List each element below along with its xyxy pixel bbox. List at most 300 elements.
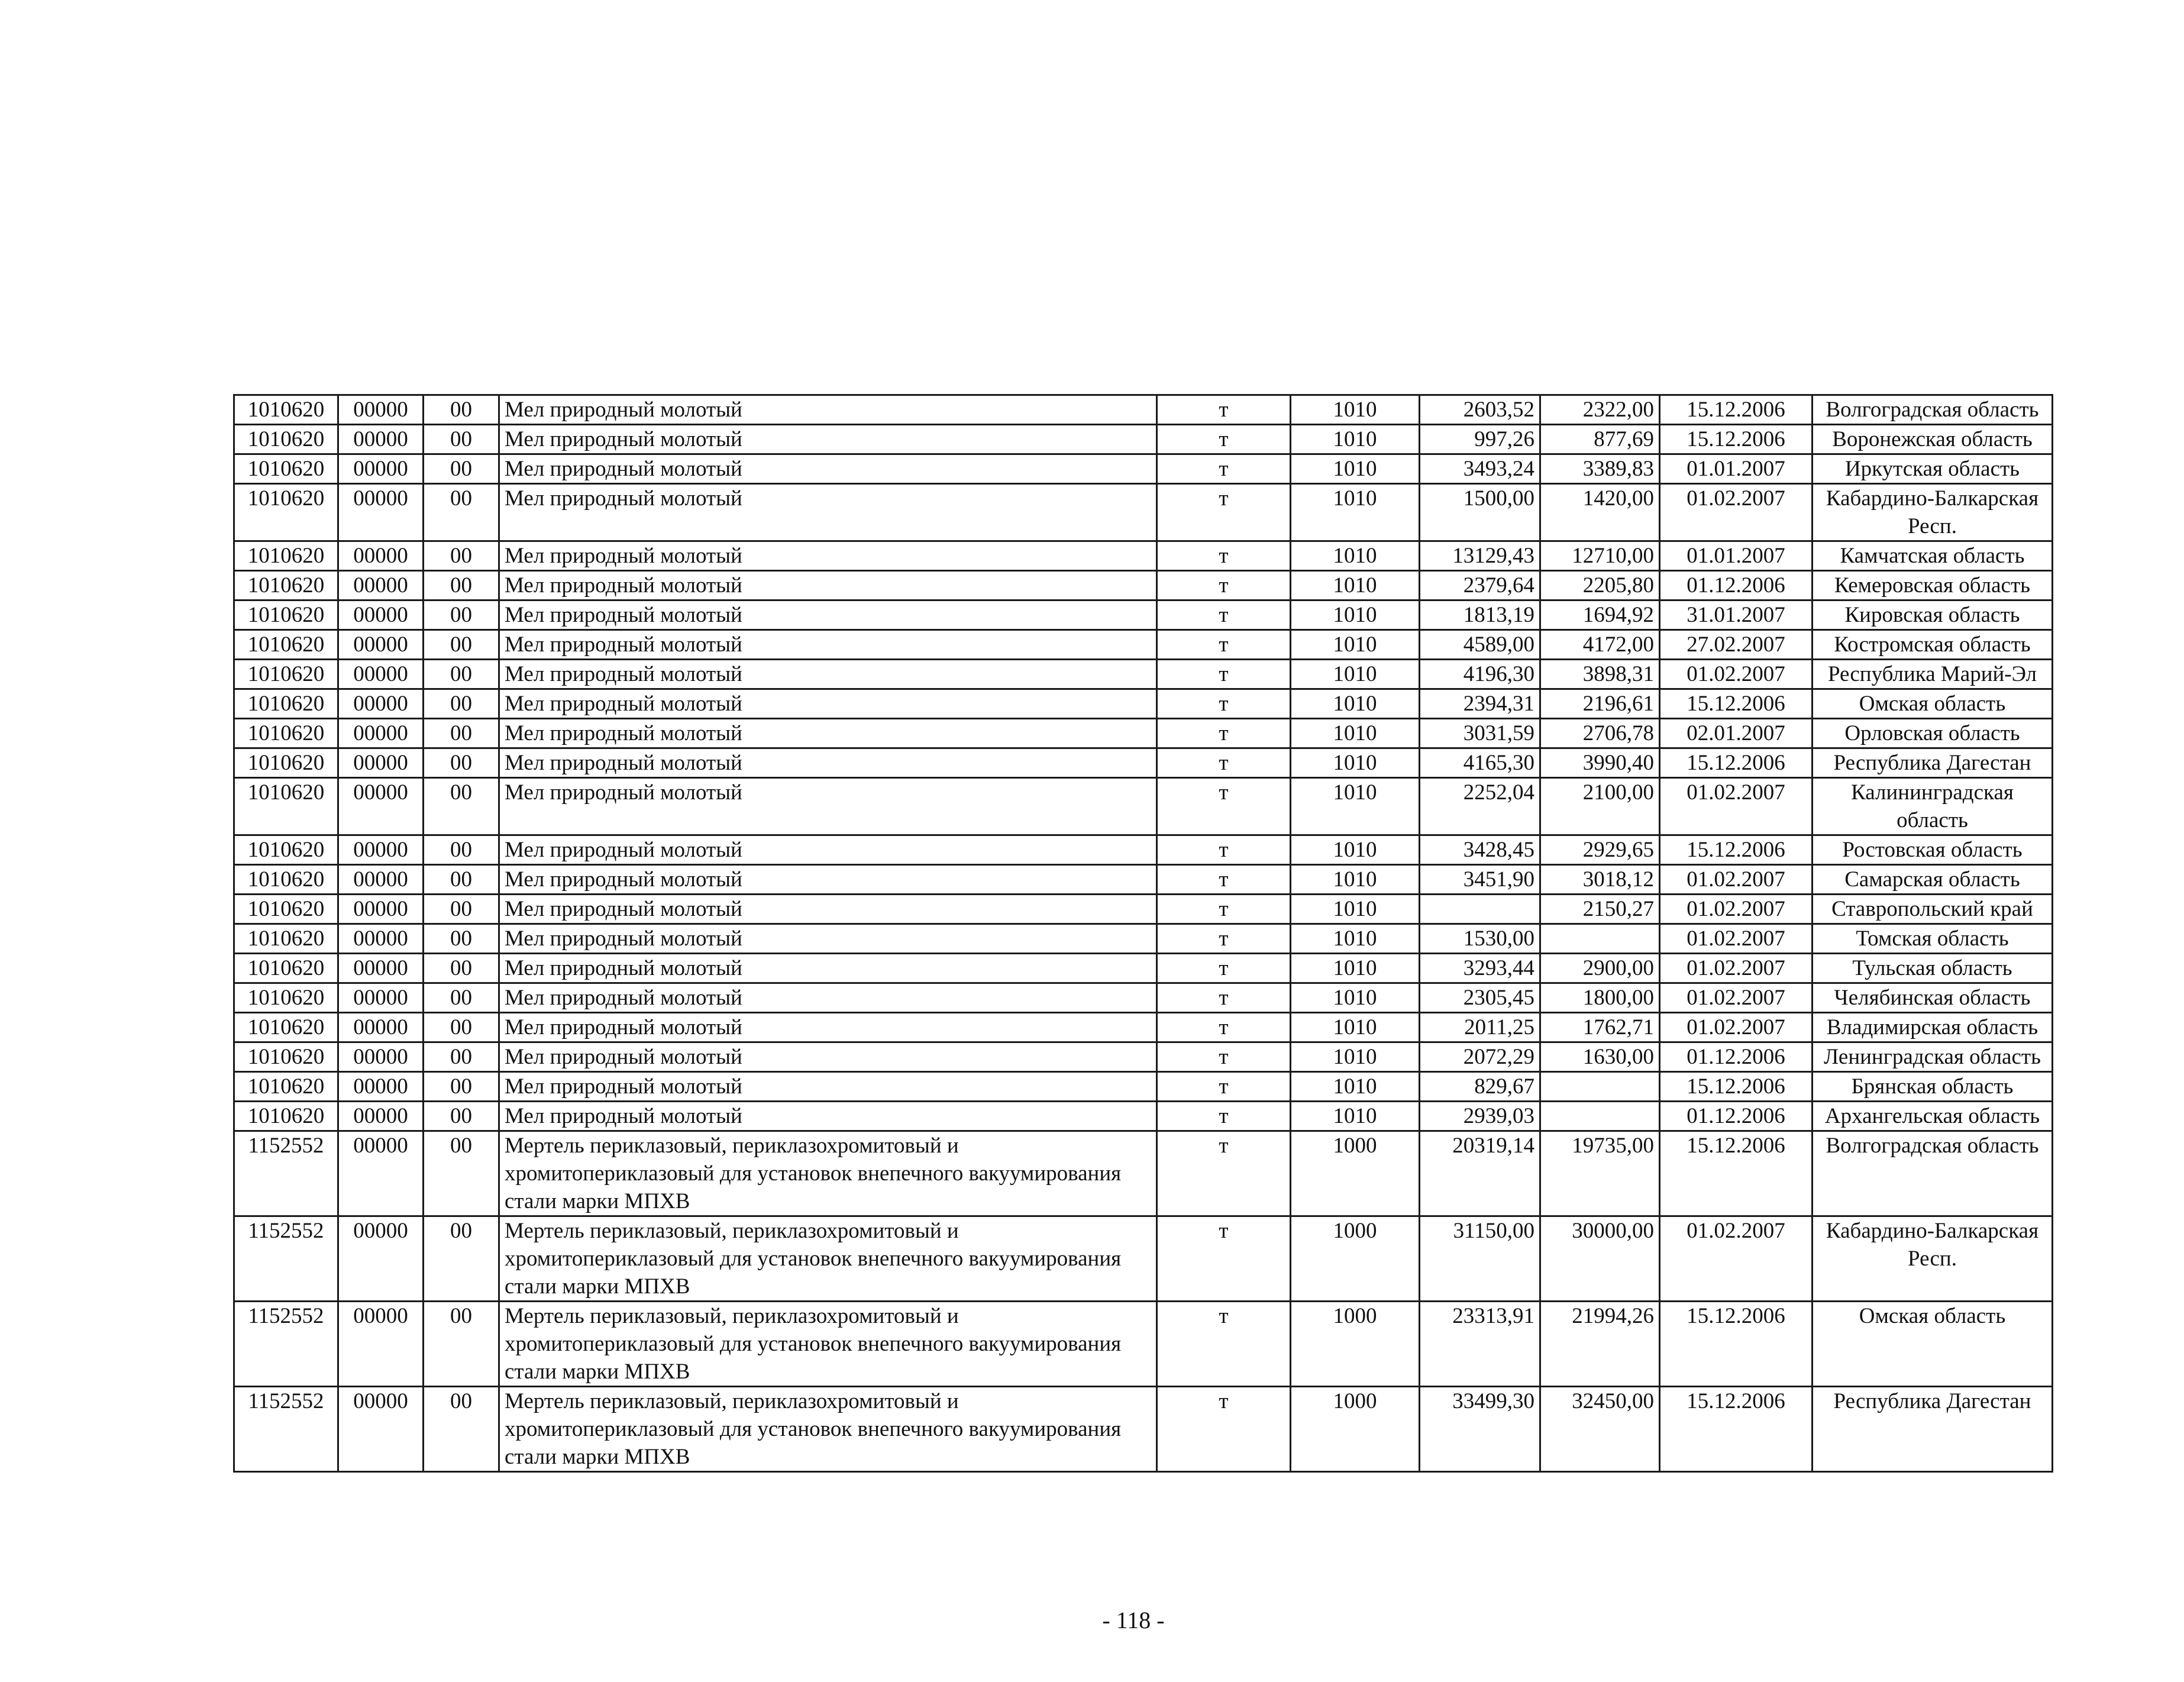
price-1-cell: 23313,91 <box>1420 1302 1540 1387</box>
region-cell: Кемеровская область <box>1813 571 2053 601</box>
date-cell: 01.02.2007 <box>1660 983 1813 1013</box>
price-1-cell: 3493,24 <box>1420 454 1540 484</box>
unit-cell: т <box>1157 601 1291 630</box>
table-row <box>234 689 2053 719</box>
product-code-cell: 1010620 <box>234 601 338 630</box>
date-cell: 01.02.2007 <box>1660 484 1813 541</box>
norm-code-cell: 1000 <box>1291 1302 1420 1387</box>
price-1-cell: 1813,19 <box>1420 601 1540 630</box>
price-1-cell: 3293,44 <box>1420 954 1540 983</box>
table-row <box>234 895 2053 924</box>
product-name-cell: Мел природный молотый <box>499 778 1157 835</box>
norm-code-cell: 1000 <box>1291 1216 1420 1302</box>
subcode-cell: 00000 <box>338 835 424 865</box>
price-2-cell: 1630,00 <box>1540 1042 1660 1072</box>
unit-cell: т <box>1157 1302 1291 1387</box>
unit-cell: т <box>1157 1216 1291 1302</box>
index-cell: 00 <box>424 660 499 689</box>
product-name-cell: Мел природный молотый <box>499 630 1157 660</box>
norm-code-cell: 1010 <box>1291 719 1420 748</box>
product-code-cell: 1010620 <box>234 924 338 954</box>
date-cell: 15.12.2006 <box>1660 1131 1813 1216</box>
product-code-cell: 1010620 <box>234 630 338 660</box>
unit-cell: т <box>1157 1387 1291 1472</box>
product-code-cell: 1010620 <box>234 541 338 571</box>
norm-code-cell: 1010 <box>1291 865 1420 895</box>
table-row <box>234 1072 2053 1102</box>
region-cell: Омская область <box>1813 1302 2053 1387</box>
unit-cell: т <box>1157 1102 1291 1131</box>
price-1-cell: 2603,52 <box>1420 395 1540 425</box>
product-name-cell: Мертель периклазовый, периклазохромитовый и хромитопериклазовый для установок внепечного вакуумирования стали марки МПХВ <box>499 1216 1157 1302</box>
subcode-cell: 00000 <box>338 954 424 983</box>
product-code-cell: 1010620 <box>234 835 338 865</box>
subcode-cell: 00000 <box>338 778 424 835</box>
index-cell: 00 <box>424 571 499 601</box>
region-cell: Владимирская область <box>1813 1013 2053 1042</box>
table-row <box>234 748 2053 778</box>
price-1-cell: 3031,59 <box>1420 719 1540 748</box>
date-cell: 01.02.2007 <box>1660 660 1813 689</box>
date-cell: 01.12.2006 <box>1660 1102 1813 1131</box>
price-1-cell: 2394,31 <box>1420 689 1540 719</box>
subcode-cell: 00000 <box>338 1013 424 1042</box>
table-row <box>234 630 2053 660</box>
index-cell: 00 <box>424 689 499 719</box>
table-row <box>234 719 2053 748</box>
price-2-cell: 4172,00 <box>1540 630 1660 660</box>
product-code-cell: 1152552 <box>234 1302 338 1387</box>
norm-code-cell: 1000 <box>1291 1131 1420 1216</box>
subcode-cell: 00000 <box>338 395 424 425</box>
price-2-cell <box>1540 1072 1660 1102</box>
table-row <box>234 924 2053 954</box>
index-cell: 00 <box>424 601 499 630</box>
price-2-cell <box>1540 924 1660 954</box>
price-2-cell: 12710,00 <box>1540 541 1660 571</box>
norm-code-cell: 1010 <box>1291 660 1420 689</box>
product-name-cell: Мел природный молотый <box>499 954 1157 983</box>
price-2-cell: 3018,12 <box>1540 865 1660 895</box>
table-row <box>234 1042 2053 1072</box>
product-code-cell: 1010620 <box>234 865 338 895</box>
table-row <box>234 454 2053 484</box>
subcode-cell: 00000 <box>338 983 424 1013</box>
unit-cell: т <box>1157 983 1291 1013</box>
price-1-cell: 20319,14 <box>1420 1131 1540 1216</box>
product-code-cell: 1010620 <box>234 1102 338 1131</box>
norm-code-cell: 1010 <box>1291 924 1420 954</box>
unit-cell: т <box>1157 778 1291 835</box>
unit-cell: т <box>1157 454 1291 484</box>
product-code-cell: 1152552 <box>234 1131 338 1216</box>
index-cell: 00 <box>424 1387 499 1472</box>
norm-code-cell: 1010 <box>1291 541 1420 571</box>
index-cell: 00 <box>424 1216 499 1302</box>
price-1-cell: 4196,30 <box>1420 660 1540 689</box>
unit-cell: т <box>1157 865 1291 895</box>
price-1-cell: 3451,90 <box>1420 865 1540 895</box>
product-code-cell: 1010620 <box>234 1042 338 1072</box>
norm-code-cell: 1010 <box>1291 425 1420 454</box>
date-cell: 01.02.2007 <box>1660 1216 1813 1302</box>
product-code-cell: 1010620 <box>234 954 338 983</box>
price-2-cell: 21994,26 <box>1540 1302 1660 1387</box>
product-name-cell: Мел природный молотый <box>499 1102 1157 1131</box>
unit-cell: т <box>1157 484 1291 541</box>
index-cell: 00 <box>424 1131 499 1216</box>
subcode-cell: 00000 <box>338 689 424 719</box>
product-name-cell: Мел природный молотый <box>499 1013 1157 1042</box>
unit-cell: т <box>1157 924 1291 954</box>
product-name-cell: Мел природный молотый <box>499 1072 1157 1102</box>
date-cell: 01.02.2007 <box>1660 778 1813 835</box>
subcode-cell: 00000 <box>338 1302 424 1387</box>
subcode-cell: 00000 <box>338 924 424 954</box>
table-row <box>234 778 2053 835</box>
price-1-cell: 829,67 <box>1420 1072 1540 1102</box>
subcode-cell: 00000 <box>338 895 424 924</box>
region-cell: Тульская область <box>1813 954 2053 983</box>
date-cell: 15.12.2006 <box>1660 835 1813 865</box>
unit-cell: т <box>1157 1131 1291 1216</box>
product-name-cell: Мел природный молотый <box>499 1042 1157 1072</box>
price-1-cell: 997,26 <box>1420 425 1540 454</box>
date-cell: 15.12.2006 <box>1660 748 1813 778</box>
table-body <box>234 395 2053 1472</box>
table-row <box>234 865 2053 895</box>
norm-code-cell: 1010 <box>1291 1102 1420 1131</box>
index-cell: 00 <box>424 983 499 1013</box>
norm-code-cell: 1010 <box>1291 571 1420 601</box>
price-2-cell: 2150,27 <box>1540 895 1660 924</box>
index-cell: 00 <box>424 924 499 954</box>
price-2-cell: 3990,40 <box>1540 748 1660 778</box>
index-cell: 00 <box>424 484 499 541</box>
product-code-cell: 1010620 <box>234 1072 338 1102</box>
subcode-cell: 00000 <box>338 630 424 660</box>
index-cell: 00 <box>424 395 499 425</box>
region-cell: Ленинградская область <box>1813 1042 2053 1072</box>
norm-code-cell: 1010 <box>1291 395 1420 425</box>
product-name-cell: Мел природный молотый <box>499 895 1157 924</box>
date-cell: 15.12.2006 <box>1660 425 1813 454</box>
table-row <box>234 601 2053 630</box>
index-cell: 00 <box>424 425 499 454</box>
price-2-cell: 2929,65 <box>1540 835 1660 865</box>
region-cell: Камчатская область <box>1813 541 2053 571</box>
date-cell: 02.01.2007 <box>1660 719 1813 748</box>
region-cell: Калининградская область <box>1813 778 2053 835</box>
norm-code-cell: 1010 <box>1291 835 1420 865</box>
product-code-cell: 1010620 <box>234 571 338 601</box>
price-2-cell: 3898,31 <box>1540 660 1660 689</box>
product-code-cell: 1010620 <box>234 484 338 541</box>
index-cell: 00 <box>424 748 499 778</box>
region-cell: Кировская область <box>1813 601 2053 630</box>
price-table <box>233 394 2053 1473</box>
subcode-cell: 00000 <box>338 1131 424 1216</box>
norm-code-cell: 1010 <box>1291 748 1420 778</box>
norm-code-cell: 1010 <box>1291 954 1420 983</box>
unit-cell: т <box>1157 895 1291 924</box>
unit-cell: т <box>1157 1042 1291 1072</box>
norm-code-cell: 1000 <box>1291 1387 1420 1472</box>
region-cell: Костромская область <box>1813 630 2053 660</box>
table-row <box>234 571 2053 601</box>
product-name-cell: Мел природный молотый <box>499 719 1157 748</box>
product-code-cell: 1010620 <box>234 660 338 689</box>
index-cell: 00 <box>424 895 499 924</box>
unit-cell: т <box>1157 425 1291 454</box>
price-1-cell: 2072,29 <box>1420 1042 1540 1072</box>
price-2-cell: 3389,83 <box>1540 454 1660 484</box>
date-cell: 01.12.2006 <box>1660 1042 1813 1072</box>
page-number: - 118 - <box>1102 1607 1165 1633</box>
region-cell: Омская область <box>1813 689 2053 719</box>
product-name-cell: Мел природный молотый <box>499 835 1157 865</box>
product-name-cell: Мел природный молотый <box>499 425 1157 454</box>
subcode-cell: 00000 <box>338 571 424 601</box>
unit-cell: т <box>1157 954 1291 983</box>
region-cell: Иркутская область <box>1813 454 2053 484</box>
price-1-cell: 3428,45 <box>1420 835 1540 865</box>
region-cell: Ставропольский край <box>1813 895 2053 924</box>
index-cell: 00 <box>424 719 499 748</box>
region-cell: Воронежская область <box>1813 425 2053 454</box>
product-name-cell: Мел природный молотый <box>499 601 1157 630</box>
table-row <box>234 484 2053 541</box>
price-1-cell: 2939,03 <box>1420 1102 1540 1131</box>
region-cell: Республика Марий-Эл <box>1813 660 2053 689</box>
unit-cell: т <box>1157 835 1291 865</box>
date-cell: 31.01.2007 <box>1660 601 1813 630</box>
unit-cell: т <box>1157 571 1291 601</box>
norm-code-cell: 1010 <box>1291 630 1420 660</box>
index-cell: 00 <box>424 630 499 660</box>
product-name-cell: Мел природный молотый <box>499 395 1157 425</box>
index-cell: 00 <box>424 778 499 835</box>
product-name-cell: Мел природный молотый <box>499 983 1157 1013</box>
price-1-cell: 1500,00 <box>1420 484 1540 541</box>
product-code-cell: 1152552 <box>234 1216 338 1302</box>
product-name-cell: Мел природный молотый <box>499 748 1157 778</box>
date-cell: 01.02.2007 <box>1660 1013 1813 1042</box>
unit-cell: т <box>1157 748 1291 778</box>
region-cell: Архангельская область <box>1813 1102 2053 1131</box>
date-cell: 01.02.2007 <box>1660 924 1813 954</box>
table-row <box>234 954 2053 983</box>
price-2-cell: 2205,80 <box>1540 571 1660 601</box>
product-code-cell: 1010620 <box>234 748 338 778</box>
index-cell: 00 <box>424 541 499 571</box>
table-row <box>234 395 2053 425</box>
date-cell: 15.12.2006 <box>1660 1387 1813 1472</box>
norm-code-cell: 1010 <box>1291 1013 1420 1042</box>
table-row <box>234 425 2053 454</box>
product-name-cell: Мел природный молотый <box>499 484 1157 541</box>
region-cell: Волгоградская область <box>1813 1131 2053 1216</box>
price-1-cell: 2379,64 <box>1420 571 1540 601</box>
date-cell: 01.02.2007 <box>1660 865 1813 895</box>
product-name-cell: Мел природный молотый <box>499 689 1157 719</box>
product-name-cell: Мел природный молотый <box>499 571 1157 601</box>
subcode-cell: 00000 <box>338 1102 424 1131</box>
norm-code-cell: 1010 <box>1291 601 1420 630</box>
product-code-cell: 1010620 <box>234 1013 338 1042</box>
price-1-cell: 31150,00 <box>1420 1216 1540 1302</box>
table-row <box>234 1013 2053 1042</box>
unit-cell: т <box>1157 1013 1291 1042</box>
price-1-cell: 2305,45 <box>1420 983 1540 1013</box>
region-cell: Челябинская область <box>1813 983 2053 1013</box>
price-2-cell: 1762,71 <box>1540 1013 1660 1042</box>
table-row <box>234 983 2053 1013</box>
price-1-cell <box>1420 895 1540 924</box>
product-code-cell: 1010620 <box>234 719 338 748</box>
subcode-cell: 00000 <box>338 1216 424 1302</box>
product-name-cell: Мертель периклазовый, периклазохромитовый и хромитопериклазовый для установок внепечного вакуумирования стали марки МПХВ <box>499 1387 1157 1472</box>
norm-code-cell: 1010 <box>1291 484 1420 541</box>
product-code-cell: 1010620 <box>234 689 338 719</box>
price-2-cell <box>1540 1102 1660 1131</box>
table-row <box>234 835 2053 865</box>
price-2-cell: 1800,00 <box>1540 983 1660 1013</box>
subcode-cell: 00000 <box>338 865 424 895</box>
region-cell: Брянская область <box>1813 1072 2053 1102</box>
date-cell: 15.12.2006 <box>1660 1072 1813 1102</box>
region-cell: Орловская область <box>1813 719 2053 748</box>
norm-code-cell: 1010 <box>1291 1042 1420 1072</box>
price-1-cell: 33499,30 <box>1420 1387 1540 1472</box>
norm-code-cell: 1010 <box>1291 454 1420 484</box>
table-row <box>234 541 2053 571</box>
price-2-cell: 1420,00 <box>1540 484 1660 541</box>
price-2-cell: 2706,78 <box>1540 719 1660 748</box>
product-code-cell: 1010620 <box>234 778 338 835</box>
price-1-cell: 2011,25 <box>1420 1013 1540 1042</box>
subcode-cell: 00000 <box>338 1042 424 1072</box>
product-code-cell: 1152552 <box>234 1387 338 1472</box>
product-code-cell: 1010620 <box>234 454 338 484</box>
table-row <box>234 1102 2053 1131</box>
region-cell: Республика Дагестан <box>1813 1387 2053 1472</box>
product-code-cell: 1010620 <box>234 895 338 924</box>
region-cell: Самарская область <box>1813 865 2053 895</box>
unit-cell: т <box>1157 1072 1291 1102</box>
subcode-cell: 00000 <box>338 601 424 630</box>
price-1-cell: 1530,00 <box>1420 924 1540 954</box>
date-cell: 01.02.2007 <box>1660 954 1813 983</box>
table-row <box>234 1131 2053 1216</box>
price-1-cell: 13129,43 <box>1420 541 1540 571</box>
price-2-cell: 19735,00 <box>1540 1131 1660 1216</box>
index-cell: 00 <box>424 1042 499 1072</box>
date-cell: 01.02.2007 <box>1660 895 1813 924</box>
product-name-cell: Мел природный молотый <box>499 541 1157 571</box>
subcode-cell: 00000 <box>338 1387 424 1472</box>
unit-cell: т <box>1157 630 1291 660</box>
price-1-cell: 2252,04 <box>1420 778 1540 835</box>
index-cell: 00 <box>424 954 499 983</box>
date-cell: 01.12.2006 <box>1660 571 1813 601</box>
date-cell: 01.01.2007 <box>1660 541 1813 571</box>
norm-code-cell: 1010 <box>1291 895 1420 924</box>
unit-cell: т <box>1157 395 1291 425</box>
region-cell: Кабардино-Балкарская Респ. <box>1813 1216 2053 1302</box>
product-name-cell: Мел природный молотый <box>499 924 1157 954</box>
subcode-cell: 00000 <box>338 660 424 689</box>
price-2-cell: 2196,61 <box>1540 689 1660 719</box>
unit-cell: т <box>1157 689 1291 719</box>
date-cell: 27.02.2007 <box>1660 630 1813 660</box>
norm-code-cell: 1010 <box>1291 1072 1420 1102</box>
table-row <box>234 1302 2053 1387</box>
price-2-cell: 1694,92 <box>1540 601 1660 630</box>
region-cell: Томская область <box>1813 924 2053 954</box>
table-row <box>234 1387 2053 1472</box>
price-2-cell: 2322,00 <box>1540 395 1660 425</box>
product-code-cell: 1010620 <box>234 983 338 1013</box>
price-2-cell: 32450,00 <box>1540 1387 1660 1472</box>
product-name-cell: Мел природный молотый <box>499 865 1157 895</box>
price-2-cell: 877,69 <box>1540 425 1660 454</box>
subcode-cell: 00000 <box>338 425 424 454</box>
unit-cell: т <box>1157 541 1291 571</box>
region-cell: Республика Дагестан <box>1813 748 2053 778</box>
norm-code-cell: 1010 <box>1291 983 1420 1013</box>
product-code-cell: 1010620 <box>234 395 338 425</box>
product-name-cell: Мертель периклазовый, периклазохромитовый и хромитопериклазовый для установок внепечного вакуумирования стали марки МПХВ <box>499 1302 1157 1387</box>
product-name-cell: Мел природный молотый <box>499 454 1157 484</box>
norm-code-cell: 1010 <box>1291 778 1420 835</box>
date-cell: 15.12.2006 <box>1660 395 1813 425</box>
subcode-cell: 00000 <box>338 719 424 748</box>
product-code-cell: 1010620 <box>234 425 338 454</box>
index-cell: 00 <box>424 835 499 865</box>
norm-code-cell: 1010 <box>1291 689 1420 719</box>
date-cell: 01.01.2007 <box>1660 454 1813 484</box>
index-cell: 00 <box>424 454 499 484</box>
price-2-cell: 30000,00 <box>1540 1216 1660 1302</box>
price-1-cell: 4589,00 <box>1420 630 1540 660</box>
date-cell: 15.12.2006 <box>1660 689 1813 719</box>
price-1-cell: 4165,30 <box>1420 748 1540 778</box>
price-2-cell: 2900,00 <box>1540 954 1660 983</box>
product-name-cell: Мел природный молотый <box>499 660 1157 689</box>
subcode-cell: 00000 <box>338 1072 424 1102</box>
subcode-cell: 00000 <box>338 484 424 541</box>
table-row <box>234 660 2053 689</box>
index-cell: 00 <box>424 1072 499 1102</box>
index-cell: 00 <box>424 865 499 895</box>
price-2-cell: 2100,00 <box>1540 778 1660 835</box>
unit-cell: т <box>1157 719 1291 748</box>
subcode-cell: 00000 <box>338 541 424 571</box>
region-cell: Кабардино-Балкарская Респ. <box>1813 484 2053 541</box>
subcode-cell: 00000 <box>338 454 424 484</box>
table-row <box>234 1216 2053 1302</box>
index-cell: 00 <box>424 1302 499 1387</box>
index-cell: 00 <box>424 1102 499 1131</box>
region-cell: Волгоградская область <box>1813 395 2053 425</box>
subcode-cell: 00000 <box>338 748 424 778</box>
unit-cell: т <box>1157 660 1291 689</box>
region-cell: Ростовская область <box>1813 835 2053 865</box>
date-cell: 15.12.2006 <box>1660 1302 1813 1387</box>
product-name-cell: Мертель периклазовый, периклазохромитовый и хромитопериклазовый для установок внепечного вакуумирования стали марки МПХВ <box>499 1131 1157 1216</box>
index-cell: 00 <box>424 1013 499 1042</box>
